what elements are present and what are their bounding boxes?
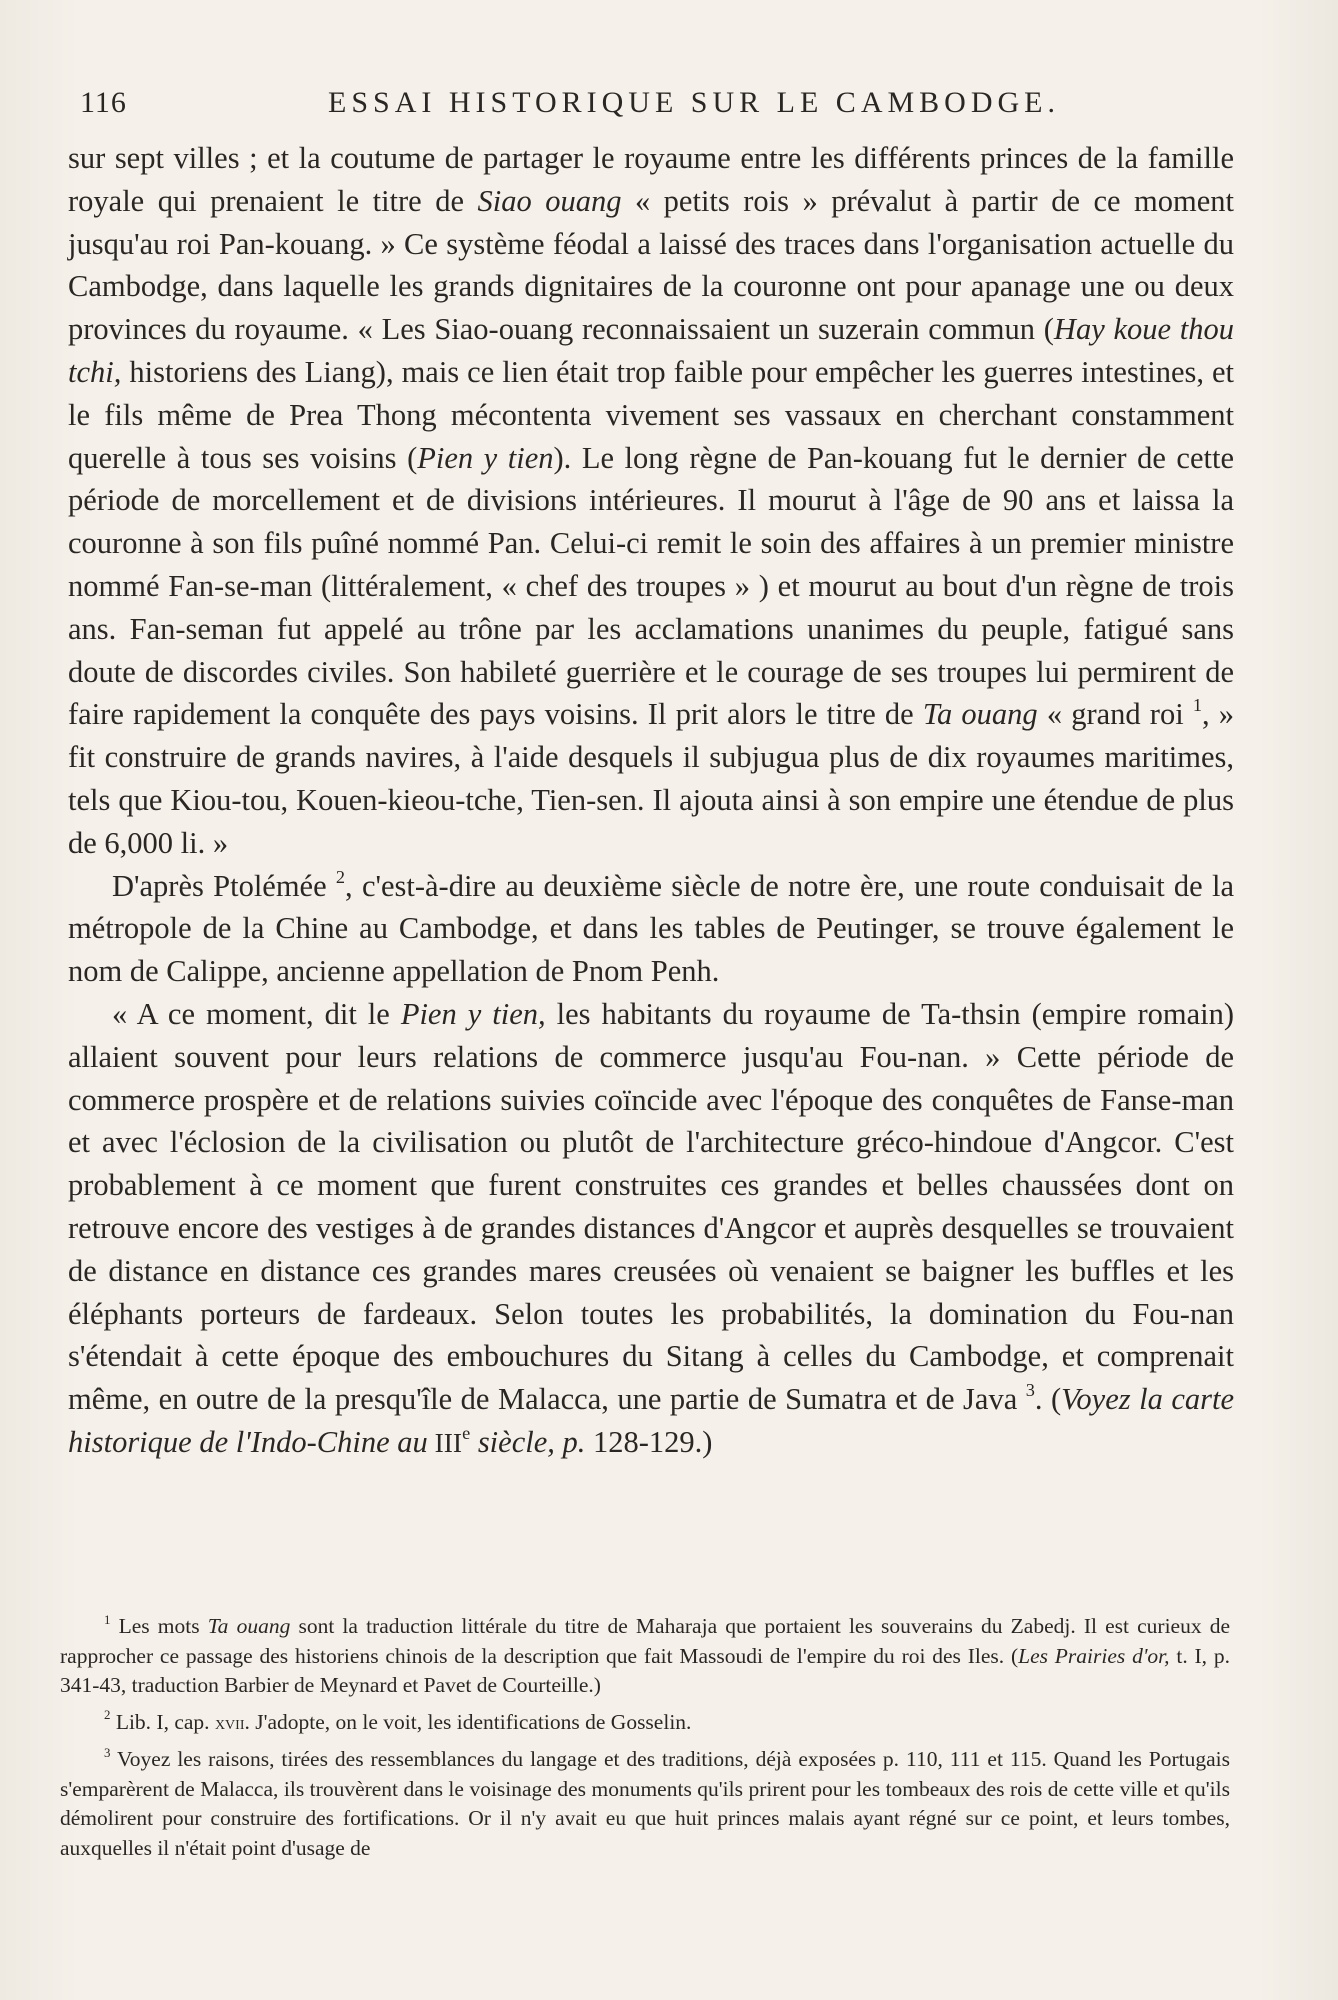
main-text — [68, 137, 1234, 1465]
paragraph-1: sur sept villes ; et la coutume de partager le royaume entre les différents princes de la famille royale qui prenaient le titre de Siao ouang « petits rois » prévalut à partir de ce moment jusqu'au roi Pan-kouang. » Ce système féodal a laissé des traces dans l'organisation actuelle du Cambodge, dans laquelle les grands dignitaires de la couronne ont pour apanage une ou deux provinces du royaume. « Les Siao-ouang reconnaissaient un suzerain commun (Hay koue thou tchi, historiens des Liang), mais ce lien était trop faible pour empêcher les guerres intestines, et le fils même de Prea Thong mécontenta vivement ses vassaux en cherchant constamment querelle à tous ses voisins (Pien y tien). Le long règne de Pan-kouang fut le dernier de cette période de morcellement et de divisions intérieures. Il mourut à l'âge de 90 ans et laissa la couronne à son fils puîné nommé Pan. Celui-ci remit le soin des affaires à un premier ministre nommé Fan-se-man (littéralement, « chef des troupes » ) et mourut au bout d'un règne de trois ans. Fan-seman fut appelé au trône par les acclamations unanimes du peuple, fatigué sans doute de discordes civiles. Son habileté guerrière et le courage de ses troupes lui permirent de faire rapidement la conquête des pays voisins. Il prit alors le titre de Ta ouang « grand roi $^1$, » fit construire de grands navires, à l'aide desquels il subjugua plus de dix royaumes maritimes, tels que Kiou-tou, Kouen-kieou-tche, Tien-sen. Il ajouta ainsi à son empire une étendue de plus de 6,000 li. » — [68, 141, 1235, 860]
footnotes — [60, 1612, 1230, 1870]
running-title: ESSAI HISTORIQUE SUR LE CAMBODGE. — [328, 86, 1060, 119]
paragraph-3: « A ce moment, dit le Pien y tien, les habitants du royaume de Ta-thsin (empire romain) allaient souvent pour leurs relations de commerce jusqu'au Fou-nan. » Cette période de commerce prospère et de relations suivies coïncide avec l'époque des conquêtes de Fanse-man et avec l'éclosion de la civilisation ou plutôt de l'architecture gréco-hindoue d'Angcor. C'est probablement à ce moment que furent construites ces grandes et belles chaussées dont on retrouve encore des vestiges à de grandes distances d'Angcor et auprès desquelles se trouvaient de distance en distance ces grandes mares creusées où venaient se baigner les buffles et les éléphants porteurs de fardeaux. Selon toutes les probabilités, la domination du Fou-nan s'étendait à cette époque des embouchures du Sitang à celles du Cambodge, et comprenait même, en outre de la presqu'île de Malacca, une partie de Sumatra et de Java $^3$. (Voyez la carte historique de l'Indo-Chine au IIIe siècle, p. 128-129.) — [68, 996, 1234, 1459]
page-number: 116 — [80, 86, 127, 119]
page-header — [72, 86, 1246, 132]
footnote-1: $^1$ Les mots Ta ouang sont la traduction littérale du titre de Maharaja que portaient les souverains du Zabedj. Il est curieux de rapprocher ce passage des historiens chinois de la description que fait Massoudi de l'empire du roi des Iles. (Les Prairies d'or, t. I, p. 341-43, traduction Barbier de Meynard et Pavet de Courteille.) — [60, 1612, 1231, 1697]
footnote-2: $^2$ Lib. I, cap. xvii. J'adopte, on le voit, les identifications de Gosselin. — [104, 1708, 692, 1734]
paragraph-2: D'après Ptolémée $^2$, c'est-à-dire au deuxième siècle de notre ère, une route conduisait de la métropole de la Chine au Cambodge, et dans les tables de Peutinger, se trouve également le nom de Calippe, ancienne appellation de Pnom Penh. — [68, 866, 1234, 989]
footnote-ref-1: 1 — [1192, 695, 1202, 716]
footnote-ref-3: 3 — [1025, 1380, 1035, 1401]
footnote-3: $^3$ Voyez les raisons, tirées des ressemblances du langage et des traditions, déjà exposées p. 110, 111 et 115. Quand les Portugais s'emparèrent de Malacca, ils trouvèrent dans le voisinage des monuments qu'ils prirent pour les tombeaux des rois de cette ville et qu'ils démolirent pour construire des fortifications. Or il n'y avait eu que huit princes malais ayant régné sur ce point, et leurs tombes, auxquelles il n'était point d'usage de — [60, 1745, 1230, 1860]
footnote-ref-2: 2 — [335, 866, 346, 887]
